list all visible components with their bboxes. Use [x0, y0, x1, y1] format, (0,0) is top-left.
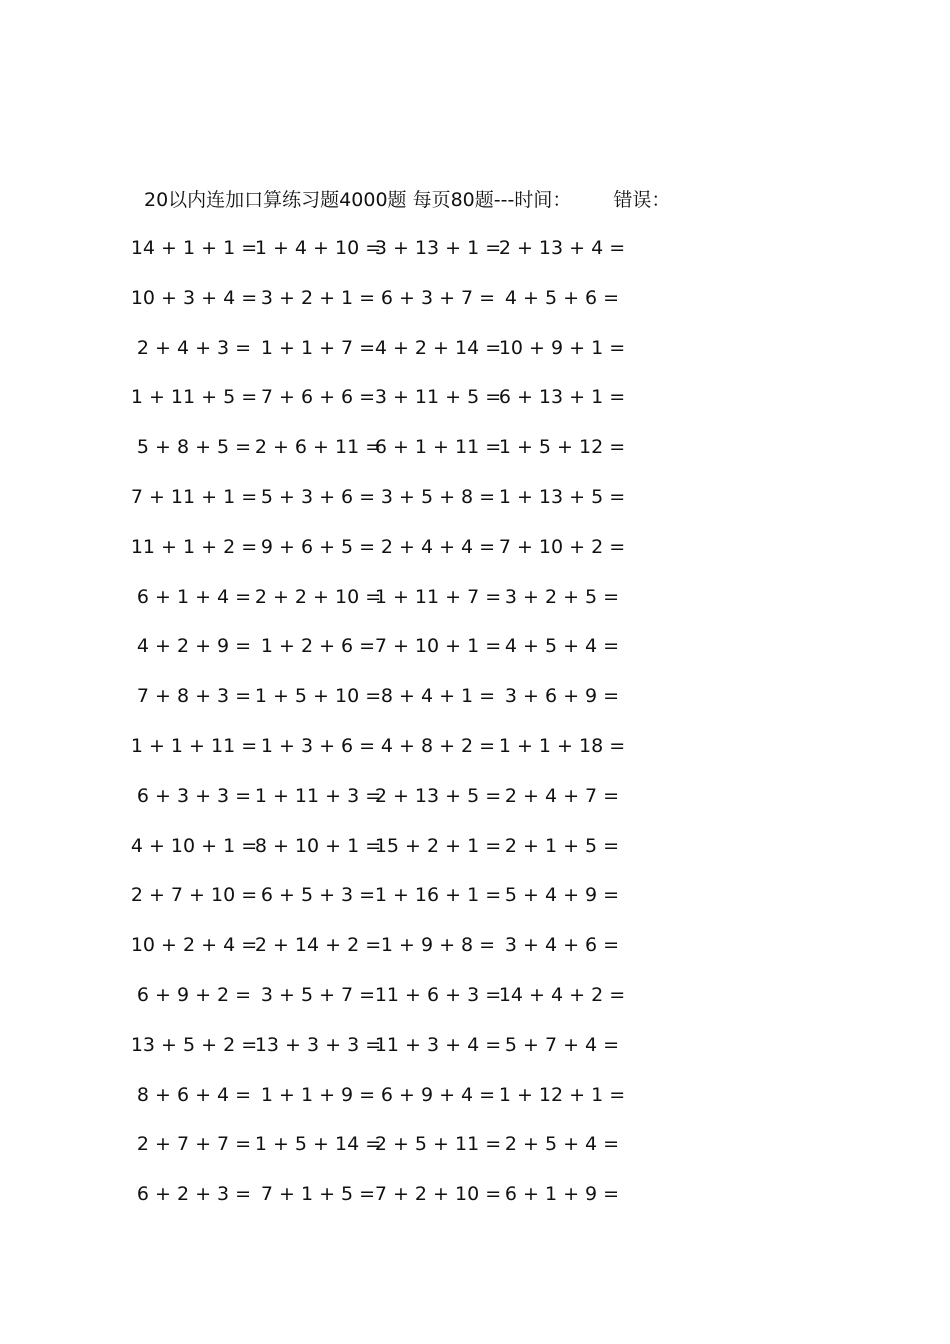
problem-item: 10 + 9 + 1 =: [498, 336, 626, 359]
problem-item: 1 + 9 + 8 =: [380, 934, 496, 957]
problem-row: [0, 1030, 950, 1080]
problem-item: 10 + 3 + 4 =: [130, 286, 258, 309]
problem-item: 1 + 2 + 6 =: [260, 635, 376, 658]
problem-item: 5 + 4 + 9 =: [504, 884, 620, 907]
problem-row: [0, 582, 950, 632]
problem-item: 3 + 2 + 5 =: [504, 585, 620, 608]
problem-item: 1 + 11 + 7 =: [374, 585, 502, 608]
problem-item: 1 + 11 + 5 =: [130, 386, 258, 409]
problem-item: 2 + 5 + 4 =: [504, 1133, 620, 1156]
problem-item: 3 + 4 + 6 =: [504, 934, 620, 957]
problem-row: [0, 781, 950, 831]
problem-row: [0, 532, 950, 582]
problem-item: 2 + 1 + 5 =: [504, 834, 620, 857]
problem-item: 8 + 6 + 4 =: [136, 1083, 252, 1106]
problem-item: 5 + 8 + 5 =: [136, 436, 252, 459]
problem-item: 10 + 2 + 4 =: [130, 934, 258, 957]
problem-item: 1 + 1 + 18 =: [498, 734, 626, 757]
problem-row: [0, 382, 950, 432]
problem-row: [0, 681, 950, 731]
problem-row: [0, 631, 950, 681]
problem-item: 2 + 13 + 5 =: [374, 784, 502, 807]
problem-item: 2 + 4 + 3 =: [136, 336, 252, 359]
problem-row: [0, 831, 950, 881]
problem-item: 11 + 3 + 4 =: [374, 1033, 502, 1056]
problem-item: 14 + 4 + 2 =: [498, 983, 626, 1006]
problem-grid: [0, 233, 950, 1229]
problem-item: 5 + 7 + 4 =: [504, 1033, 620, 1056]
problem-row: [0, 432, 950, 482]
problem-row: [0, 1179, 950, 1229]
problem-item: 2 + 6 + 11 =: [254, 436, 382, 459]
worksheet-header: [144, 186, 670, 214]
problem-item: 7 + 1 + 5 =: [260, 1183, 376, 1206]
problem-item: 4 + 8 + 2 =: [380, 734, 496, 757]
problem-item: 4 + 5 + 4 =: [504, 635, 620, 658]
problem-item: 3 + 5 + 7 =: [260, 983, 376, 1006]
problem-item: 7 + 8 + 3 =: [136, 685, 252, 708]
problem-row: [0, 731, 950, 781]
problem-item: 3 + 6 + 9 =: [504, 685, 620, 708]
problem-item: 7 + 2 + 10 =: [374, 1183, 502, 1206]
problem-item: 6 + 2 + 3 =: [136, 1183, 252, 1206]
problem-item: 3 + 11 + 5 =: [374, 386, 502, 409]
problem-item: 1 + 3 + 6 =: [260, 734, 376, 757]
problem-item: 6 + 9 + 2 =: [136, 983, 252, 1006]
problem-item: 1 + 4 + 10 =: [254, 237, 382, 259]
problem-item: 6 + 13 + 1 =: [498, 386, 626, 409]
problem-item: 1 + 13 + 5 =: [498, 485, 626, 508]
problem-item: 7 + 6 + 6 =: [260, 386, 376, 409]
problem-item: 4 + 2 + 9 =: [136, 635, 252, 658]
problem-item: 2 + 7 + 10 =: [130, 884, 258, 907]
problem-item: 2 + 7 + 7 =: [136, 1133, 252, 1156]
problem-item: 7 + 10 + 1 =: [374, 635, 502, 658]
problem-row: [0, 233, 950, 283]
problem-row: [0, 283, 950, 333]
problem-item: 6 + 1 + 4 =: [136, 585, 252, 608]
problem-item: 2 + 5 + 11 =: [374, 1133, 502, 1156]
problem-item: 6 + 3 + 7 =: [380, 286, 496, 309]
problem-item: 1 + 5 + 12 =: [498, 436, 626, 459]
problem-item: 4 + 5 + 6 =: [504, 286, 620, 309]
problem-item: 6 + 9 + 4 =: [380, 1083, 496, 1106]
problem-item: 13 + 3 + 3 =: [254, 1033, 382, 1056]
problem-item: 3 + 13 + 1 =: [374, 237, 502, 259]
problem-item: 1 + 1 + 11 =: [130, 734, 258, 757]
problem-item: 2 + 2 + 10 =: [254, 585, 382, 608]
problem-item: 5 + 3 + 6 =: [260, 485, 376, 508]
problem-item: 1 + 1 + 9 =: [260, 1083, 376, 1106]
problem-item: 1 + 12 + 1 =: [498, 1083, 626, 1106]
problem-item: 8 + 10 + 1 =: [254, 834, 382, 857]
problem-item: 3 + 5 + 8 =: [380, 485, 496, 508]
problem-item: 15 + 2 + 1 =: [374, 834, 502, 857]
problem-row: [0, 1129, 950, 1179]
problem-item: 2 + 13 + 4 =: [498, 237, 626, 259]
problem-row: [0, 1080, 950, 1130]
problem-item: 13 + 5 + 2 =: [130, 1033, 258, 1056]
problem-item: 7 + 11 + 1 =: [130, 485, 258, 508]
problem-row: [0, 980, 950, 1030]
problem-row: [0, 333, 950, 383]
problem-item: 9 + 6 + 5 =: [260, 535, 376, 558]
problem-item: 6 + 1 + 11 =: [374, 436, 502, 459]
problem-item: 1 + 1 + 7 =: [260, 336, 376, 359]
problem-item: 2 + 14 + 2 =: [254, 934, 382, 957]
problem-row: [0, 880, 950, 930]
problem-item: 4 + 10 + 1 =: [130, 834, 258, 857]
problem-row: [0, 482, 950, 532]
problem-row: [0, 930, 950, 980]
problem-item: 1 + 11 + 3 =: [254, 784, 382, 807]
problem-item: 2 + 4 + 4 =: [380, 535, 496, 558]
problem-item: 1 + 5 + 10 =: [254, 685, 382, 708]
problem-item: 1 + 5 + 14 =: [254, 1133, 382, 1156]
problem-item: 2 + 4 + 7 =: [504, 784, 620, 807]
problem-item: 6 + 1 + 9 =: [504, 1183, 620, 1206]
problem-item: 14 + 1 + 1 =: [130, 237, 258, 259]
problem-item: 1 + 16 + 1 =: [374, 884, 502, 907]
problem-item: 6 + 5 + 3 =: [260, 884, 376, 907]
problem-item: 8 + 4 + 1 =: [380, 685, 496, 708]
problem-item: 7 + 10 + 2 =: [498, 535, 626, 558]
worksheet-title: 20以内连加口算练习题4000题 每页80题---时间：: [144, 189, 572, 211]
problem-item: 4 + 2 + 14 =: [374, 336, 502, 359]
problem-item: 11 + 1 + 2 =: [130, 535, 258, 558]
problem-item: 6 + 3 + 3 =: [136, 784, 252, 807]
errors-label: 错误：: [613, 189, 671, 211]
problem-item: 3 + 2 + 1 =: [260, 286, 376, 309]
problem-item: 11 + 6 + 3 =: [374, 983, 502, 1006]
